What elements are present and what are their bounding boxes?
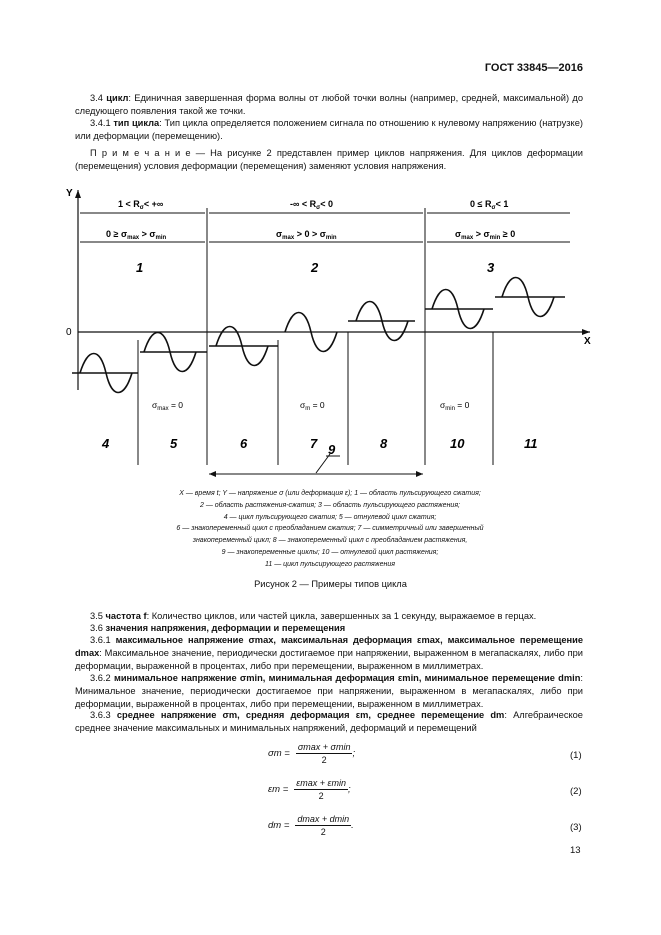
cycle-number: 5 bbox=[170, 436, 178, 451]
formula-lhs: εm = bbox=[268, 784, 289, 795]
x-axis-arrow-icon bbox=[582, 329, 590, 335]
denominator: 2 bbox=[320, 827, 326, 837]
formula-lhs: σm = bbox=[268, 748, 290, 759]
numerator: dmax + dmin bbox=[297, 814, 350, 824]
figure-legend bbox=[100, 488, 560, 571]
paragraph-3-4 bbox=[75, 92, 583, 118]
legend-line: 4 — цикл пульсирующего сжатия; 5 — отнулевой цикл сжатия; bbox=[223, 513, 437, 521]
term: значения напряжения, деформации и перемещения bbox=[105, 623, 346, 633]
range-label-3: $0 \le R_\sigma< 1$ bbox=[470, 199, 509, 211]
clause-number: 3.6.1 bbox=[90, 635, 111, 645]
y-axis-arrow-icon bbox=[75, 190, 81, 198]
term: цикл bbox=[106, 93, 129, 103]
term: минимальное напряжение σmin, минимальная деформация εmin, минимальное перемещение dmin bbox=[113, 673, 581, 683]
cycle-number: 8 bbox=[380, 436, 388, 451]
definition: : Алгебраическое среднее значение максимальных и минимальных напряжений, деформаций и перемещений bbox=[75, 710, 583, 733]
clause-number: 3.4.1 bbox=[90, 118, 111, 128]
range-label-2: -∞ < $R_\sigma< 0$ bbox=[290, 199, 334, 211]
brace-arrow-icon bbox=[416, 471, 423, 477]
cycle-number: 4 bbox=[102, 436, 110, 451]
brace-label: 9 bbox=[328, 442, 336, 457]
region-number: 2 bbox=[311, 260, 319, 275]
legend-line: 2 — область растяжения-сжатия; 3 — область пульсирующего растяжения; bbox=[200, 501, 460, 509]
note bbox=[75, 147, 583, 173]
term: частота f bbox=[105, 611, 147, 621]
numerator: εmax + εmin bbox=[296, 778, 346, 788]
cycle-number: 6 bbox=[240, 436, 248, 451]
cycle-number: 11 bbox=[524, 436, 538, 451]
clause-number: 3.6.2 bbox=[90, 673, 111, 683]
sigma-min-zero-label: $\sigma_{min} = 0$ bbox=[440, 400, 470, 412]
sigma-max-zero-label: $\sigma_{max} = 0$ bbox=[152, 400, 184, 412]
standard-header: ГОСТ 33845—2016 bbox=[484, 62, 583, 74]
numerator: σmax + σmin bbox=[297, 742, 351, 752]
definition: : Единичная завершенная форма волны от любой точки волны (например, средней, максимальной) до следующего появления такой же точки. bbox=[75, 93, 583, 116]
legend-line: знакопеременный цикл; 8 — знакопеременный цикл с преобладанием растяжения, bbox=[192, 537, 468, 545]
note-text: — На рисунке 2 представлен пример циклов напряжения. Для циклов деформации (перемещения) условия деформации (перемещения) заменяют условия напряжения. bbox=[75, 148, 583, 171]
paragraph-3-6-2 bbox=[75, 672, 583, 711]
clause-number: 3.4 bbox=[90, 93, 103, 103]
region-number: 3 bbox=[487, 260, 495, 275]
range-label-1: $1 < R_\sigma<$ +∞ bbox=[118, 199, 164, 211]
condition-3: $\sigma_{max} > \sigma_{min} \ge 0$ bbox=[455, 229, 516, 241]
zero-label: 0 bbox=[66, 327, 72, 338]
page-number: 13 bbox=[570, 845, 581, 856]
legend-line: 6 — знакопеременный цикл с преобладанием сжатия; 7 — симметричный или завершенный bbox=[176, 525, 484, 533]
paragraph-3-6-3 bbox=[75, 709, 583, 735]
formula-tail: ; bbox=[347, 784, 351, 795]
formula-number: (2) bbox=[570, 786, 582, 797]
definition: : Минимальное значение, периодически достигаемое при напряжении, выраженном в мегапаскалях, либо при деформации, выраженной в процентах, либо при перемещении, выраженном в миллиметрах. bbox=[75, 673, 583, 709]
formula-tail: . bbox=[351, 820, 354, 831]
formula-number: (3) bbox=[570, 822, 582, 833]
condition-1: $0 \ge \sigma_{max} > \sigma_{min}$ bbox=[106, 229, 167, 241]
clause-number: 3.5 bbox=[90, 611, 103, 621]
figure-caption: Рисунок 2 — Примеры типов цикла bbox=[254, 579, 407, 589]
condition-2: $\sigma_{max} > 0 > \sigma_{min}$ bbox=[276, 229, 337, 241]
legend-line: X — время t; Y — напряжение σ (или деформация ε); 1 — область пульсирующего сжатия; bbox=[179, 490, 481, 497]
formula-3 bbox=[268, 814, 354, 837]
clause-number: 3.6.3 bbox=[90, 710, 111, 720]
formula-2 bbox=[268, 778, 351, 801]
formula-1 bbox=[268, 742, 355, 765]
denominator: 2 bbox=[318, 791, 324, 801]
term: тип цикла bbox=[113, 118, 160, 128]
paragraph-3-6-1 bbox=[75, 634, 583, 673]
legend-line: 9 — знакопеременные циклы; 10 — отнулевой цикл растяжения; bbox=[221, 548, 439, 556]
paragraph-3-4-1 bbox=[75, 117, 583, 143]
cycle-types-figure bbox=[0, 180, 661, 490]
cycle-number: 10 bbox=[450, 436, 465, 451]
formula-tail: ; bbox=[352, 748, 356, 759]
term: максимальное напряжение σmax, максимальная деформация εmax, максимальное перемещение dmax bbox=[75, 635, 583, 658]
fraction bbox=[294, 778, 348, 801]
cycle-number: 7 bbox=[310, 436, 318, 451]
term: среднее напряжение σm, средняя деформация εm, среднее перемещение dm bbox=[116, 710, 505, 720]
clause-number: 3.6 bbox=[90, 623, 103, 633]
fraction bbox=[296, 742, 356, 765]
legend-line: 11 — цикл пульсирующего растяжения bbox=[264, 560, 395, 568]
definition: : Количество циклов, или частей цикла, завершенных за 1 секунду, выражаемое в герцах. bbox=[146, 611, 537, 621]
denominator: 2 bbox=[321, 755, 327, 765]
sigma-m-zero-label: $\sigma_m = 0$ bbox=[300, 400, 325, 412]
definition: : Максимальное значение, периодически достигаемое при напряжении, выраженном в мегапаскалях, либо при деформации, выраженной в процентах, либо при перемещении, выраженном в миллиметрах. bbox=[75, 648, 583, 671]
brace-arrow-icon bbox=[209, 471, 216, 477]
y-axis-label: Y bbox=[66, 188, 73, 199]
definition: : Тип цикла определяется положением сигнала по отношению к нулевому напряжению (натрузке) или деформации (перемещению). bbox=[75, 118, 583, 141]
x-axis-label: X bbox=[584, 336, 591, 347]
region-number: 1 bbox=[136, 260, 144, 275]
fraction bbox=[295, 814, 351, 837]
formula-number: (1) bbox=[570, 750, 582, 761]
note-label: П р и м е ч а н и е bbox=[90, 148, 191, 158]
formula-lhs: dm = bbox=[268, 820, 290, 831]
